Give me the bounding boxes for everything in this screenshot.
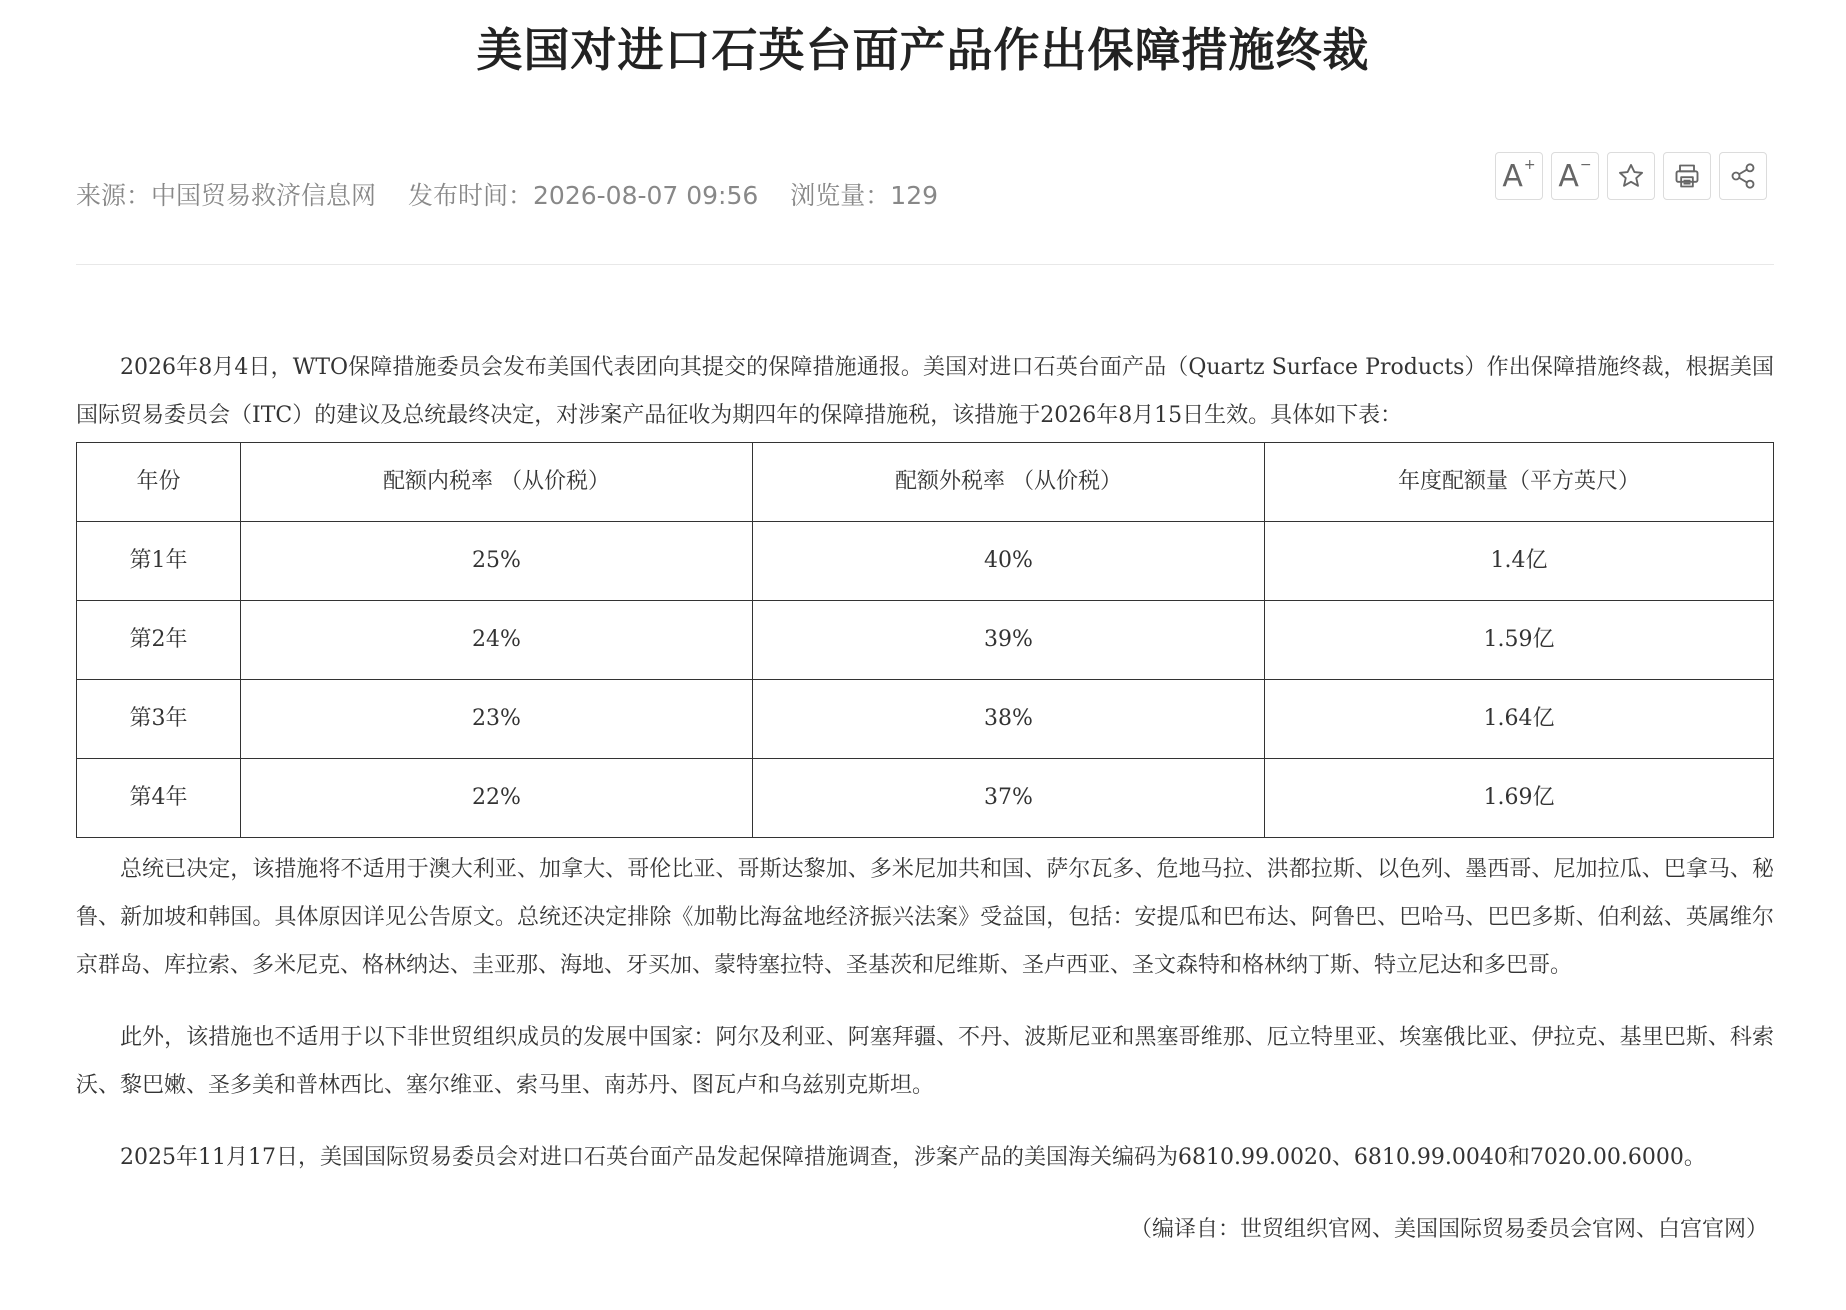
share-icon [1729, 162, 1757, 190]
table-cell: 第1年 [77, 522, 241, 601]
table-row [77, 680, 1774, 759]
article-toolbar [1495, 152, 1767, 200]
table-cell: 24% [241, 601, 753, 680]
table-cell: 25% [241, 522, 753, 601]
tariff-table [76, 442, 1774, 838]
print-icon [1673, 162, 1701, 190]
page-title: 美国对进口石英台面产品作出保障措施终裁 [476, 23, 1370, 77]
font-decrease-button[interactable] [1551, 152, 1599, 200]
font-increase-button[interactable] [1495, 152, 1543, 200]
developing-countries-paragraph: 此外，该措施也不适用于以下非世贸组织成员的发展中国家：阿尔及利亚、阿塞拜疆、不丹、波斯尼亚和黑塞哥维那、厄立特里亚、埃塞俄比亚、伊拉克、基里巴斯、科索沃、黎巴嫩、圣多美和普林西比、塞尔维亚、索马里、南苏丹、图瓦卢和乌兹别克斯坦。 [76, 1025, 1774, 1098]
table-cell: 第2年 [77, 601, 241, 680]
intro-paragraph: 2026年8月4日，WTO保障措施委员会发布美国代表团向其提交的保障措施通报。美国对进口石英台面产品（Quartz Surface Products）作出保障措施终裁，根据美国国际贸易委员会（ITC）的建议及总统最终决定，对涉案产品征收为期四年的保障措施税，该措施于2026年8月15日生效。具体如下表： [76, 355, 1774, 428]
table-cell: 38% [753, 680, 1265, 759]
meta-view-count: 浏览量：129 [790, 181, 939, 210]
table-cell: 22% [241, 759, 753, 838]
table-cell: 第4年 [77, 759, 241, 838]
share-button[interactable] [1719, 152, 1767, 200]
table-cell: 1.64亿 [1265, 680, 1774, 759]
table-header-cell: 年份 [77, 443, 241, 522]
meta-source: 来源：中国贸易救济信息网 [76, 181, 377, 210]
font-decrease-icon: A− [1558, 156, 1592, 194]
table-cell: 23% [241, 680, 753, 759]
table-cell: 39% [753, 601, 1265, 680]
star-icon [1617, 162, 1645, 190]
article-meta [76, 176, 938, 212]
table-row [77, 759, 1774, 838]
table-header-cell: 配额外税率 （从价税） [753, 443, 1265, 522]
table-row [77, 601, 1774, 680]
article-body [76, 344, 1774, 1254]
table-cell: 37% [753, 759, 1265, 838]
table-header-cell: 配额内税率 （从价税） [241, 443, 753, 522]
table-row [77, 522, 1774, 601]
header-divider [76, 264, 1774, 265]
table-cell: 1.4亿 [1265, 522, 1774, 601]
table-header-row [77, 443, 1774, 522]
table-cell: 第3年 [77, 680, 241, 759]
source-note: （编译自：世贸组织官网、美国国际贸易委员会官网、白宫官网） [1129, 1217, 1768, 1242]
print-button[interactable] [1663, 152, 1711, 200]
table-cell: 1.59亿 [1265, 601, 1774, 680]
exemption-paragraph: 总统已决定，该措施将不适用于澳大利亚、加拿大、哥伦比亚、哥斯达黎加、多米尼加共和国、萨尔瓦多、危地马拉、洪都拉斯、以色列、墨西哥、尼加拉瓜、巴拿马、秘鲁、新加坡和韩国。具体原因详见公告原文。总统还决定排除《加勒比海盆地经济振兴法案》受益国，包括：安提瓜和巴布达、阿鲁巴、巴哈马、巴巴多斯、伯利兹、英属维尔京群岛、库拉索、多米尼克、格林纳达、圭亚那、海地、牙买加、蒙特塞拉特、圣基茨和尼维斯、圣卢西亚、圣文森特和格林纳丁斯、特立尼达和多巴哥。 [76, 857, 1774, 978]
font-increase-icon: A+ [1502, 156, 1536, 194]
table-cell: 1.69亿 [1265, 759, 1774, 838]
table-cell: 40% [753, 522, 1265, 601]
investigation-paragraph: 2025年11月17日，美国国际贸易委员会对进口石英台面产品发起保障措施调查，涉案产品的美国海关编码为6810.99.0020、6810.99.0040和7020.00.6000。 [120, 1145, 1706, 1170]
table-header-cell: 年度配额量（平方英尺） [1265, 443, 1774, 522]
meta-published-time: 发布时间：2026-08-07 09:56 [408, 181, 759, 210]
favorite-button[interactable] [1607, 152, 1655, 200]
